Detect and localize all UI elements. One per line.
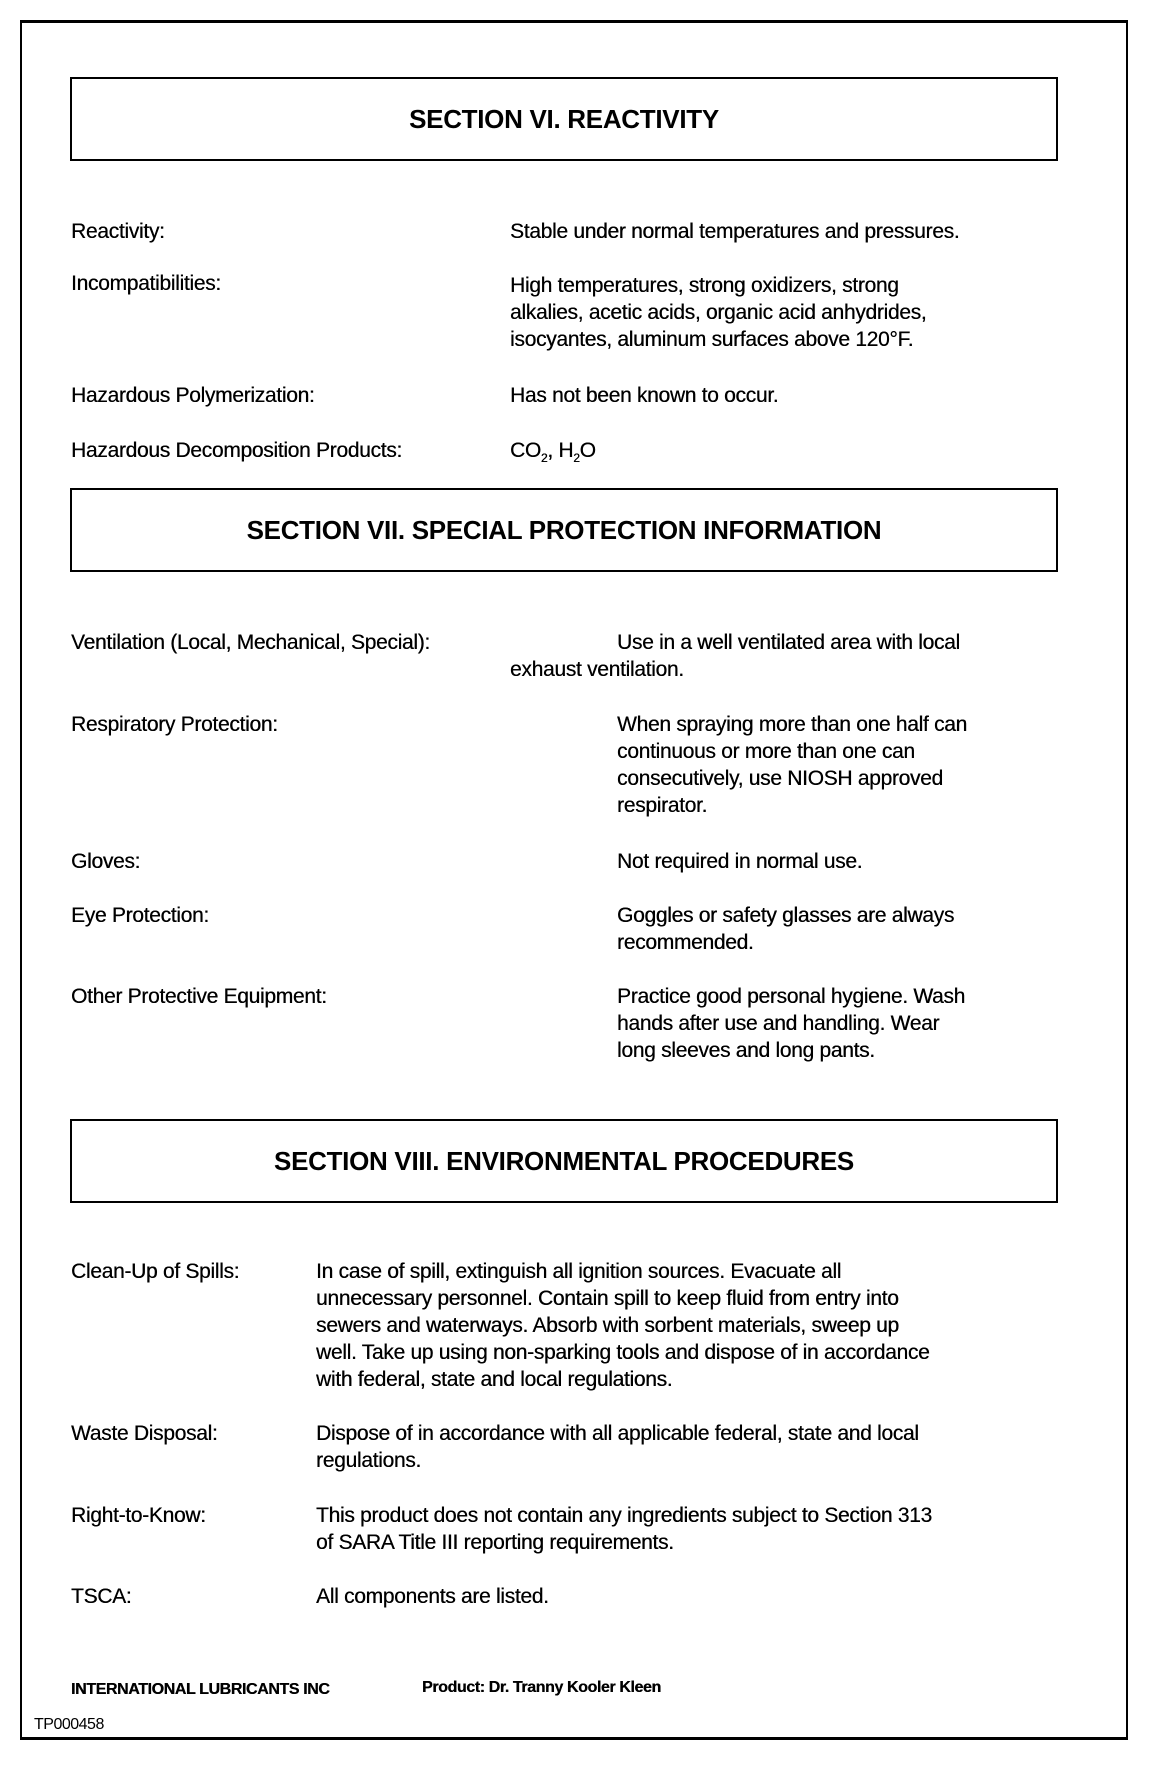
company-name: INTERNATIONAL LUBRICANTS INC bbox=[71, 1681, 330, 1698]
cleanup-line: sewers and waterways. Absorb with sorbent materials, sweep up bbox=[316, 1314, 899, 1337]
section-8-header bbox=[70, 1119, 1058, 1203]
cleanup-line: In case of spill, extinguish all ignition sources. Evacuate all bbox=[316, 1260, 842, 1283]
decomposition-label: Hazardous Decomposition Products: bbox=[71, 439, 402, 462]
eye-protection-line: Goggles or safety glasses are always bbox=[617, 904, 955, 927]
other-equipment-label: Other Protective Equipment: bbox=[71, 985, 327, 1008]
decomposition-value bbox=[510, 437, 596, 472]
polymerization-label: Hazardous Polymerization: bbox=[71, 384, 315, 407]
section-6-header bbox=[70, 77, 1058, 161]
incompatibilities-line: alkalies, acetic acids, organic acid anhydrides, bbox=[510, 301, 927, 324]
incompatibilities-line: isocyantes, aluminum surfaces above 120°F. bbox=[510, 328, 914, 351]
cleanup-label: Clean-Up of Spills: bbox=[71, 1260, 240, 1283]
respiratory-line: consecutively, use NIOSH approved bbox=[617, 767, 943, 790]
reactivity-value: Stable under normal temperatures and pressures. bbox=[510, 220, 960, 243]
right-to-know-label: Right-to-Know: bbox=[71, 1504, 206, 1527]
right-to-know-line: of SARA Title III reporting requirements. bbox=[316, 1531, 674, 1554]
incompatibilities-line: High temperatures, strong oxidizers, strong bbox=[510, 274, 899, 297]
other-equipment-line: long sleeves and long pants. bbox=[617, 1039, 875, 1062]
cleanup-line: with federal, state and local regulations. bbox=[316, 1368, 673, 1391]
section-title: SECTION VI. REACTIVITY bbox=[409, 103, 719, 134]
gloves-value: Not required in normal use. bbox=[617, 850, 863, 873]
ventilation-label: Ventilation (Local, Mechanical, Special): bbox=[71, 631, 430, 654]
section-7-header bbox=[70, 488, 1058, 572]
formula-part: , H bbox=[547, 439, 574, 462]
ventilation-line: exhaust ventilation. bbox=[510, 658, 684, 681]
respiratory-line: respirator. bbox=[617, 794, 708, 817]
eye-protection-label: Eye Protection: bbox=[71, 904, 209, 927]
respiratory-label: Respiratory Protection: bbox=[71, 713, 278, 736]
waste-disposal-line: Dispose of in accordance with all applicable federal, state and local bbox=[316, 1422, 919, 1445]
section-title: SECTION VIII. ENVIRONMENTAL PROCEDURES bbox=[274, 1145, 854, 1176]
cleanup-line: unnecessary personnel. Contain spill to keep fluid from entry into bbox=[316, 1287, 899, 1310]
section-title: SECTION VII. SPECIAL PROTECTION INFORMATION bbox=[246, 514, 882, 545]
product-name: Product: Dr. Tranny Kooler Kleen bbox=[422, 1679, 661, 1696]
incompatibilities-label: Incompatibilities: bbox=[71, 272, 221, 295]
reactivity-label: Reactivity: bbox=[71, 220, 165, 243]
waste-disposal-label: Waste Disposal: bbox=[71, 1422, 218, 1445]
subscript: 2 bbox=[573, 451, 580, 466]
other-equipment-line: Practice good personal hygiene. Wash bbox=[617, 985, 965, 1008]
respiratory-line: continuous or more than one can bbox=[617, 740, 915, 763]
tsca-value: All components are listed. bbox=[316, 1585, 549, 1608]
tsca-label: TSCA: bbox=[71, 1585, 132, 1608]
cleanup-line: well. Take up using non-sparking tools and dispose of in accordance bbox=[316, 1341, 930, 1364]
other-equipment-line: hands after use and handling. Wear bbox=[617, 1012, 940, 1035]
gloves-label: Gloves: bbox=[71, 850, 141, 873]
right-to-know-line: This product does not contain any ingredients subject to Section 313 bbox=[316, 1504, 932, 1527]
subscript: 2 bbox=[540, 451, 548, 466]
ventilation-line: Use in a well ventilated area with local bbox=[617, 631, 960, 654]
formula-part: CO bbox=[510, 439, 541, 462]
document-id: TP000458 bbox=[34, 1716, 104, 1733]
respiratory-line: When spraying more than one half can bbox=[617, 713, 967, 736]
formula-part: O bbox=[579, 439, 596, 462]
polymerization-value: Has not been known to occur. bbox=[510, 384, 779, 407]
waste-disposal-line: regulations. bbox=[316, 1449, 421, 1472]
eye-protection-line: recommended. bbox=[617, 931, 754, 954]
